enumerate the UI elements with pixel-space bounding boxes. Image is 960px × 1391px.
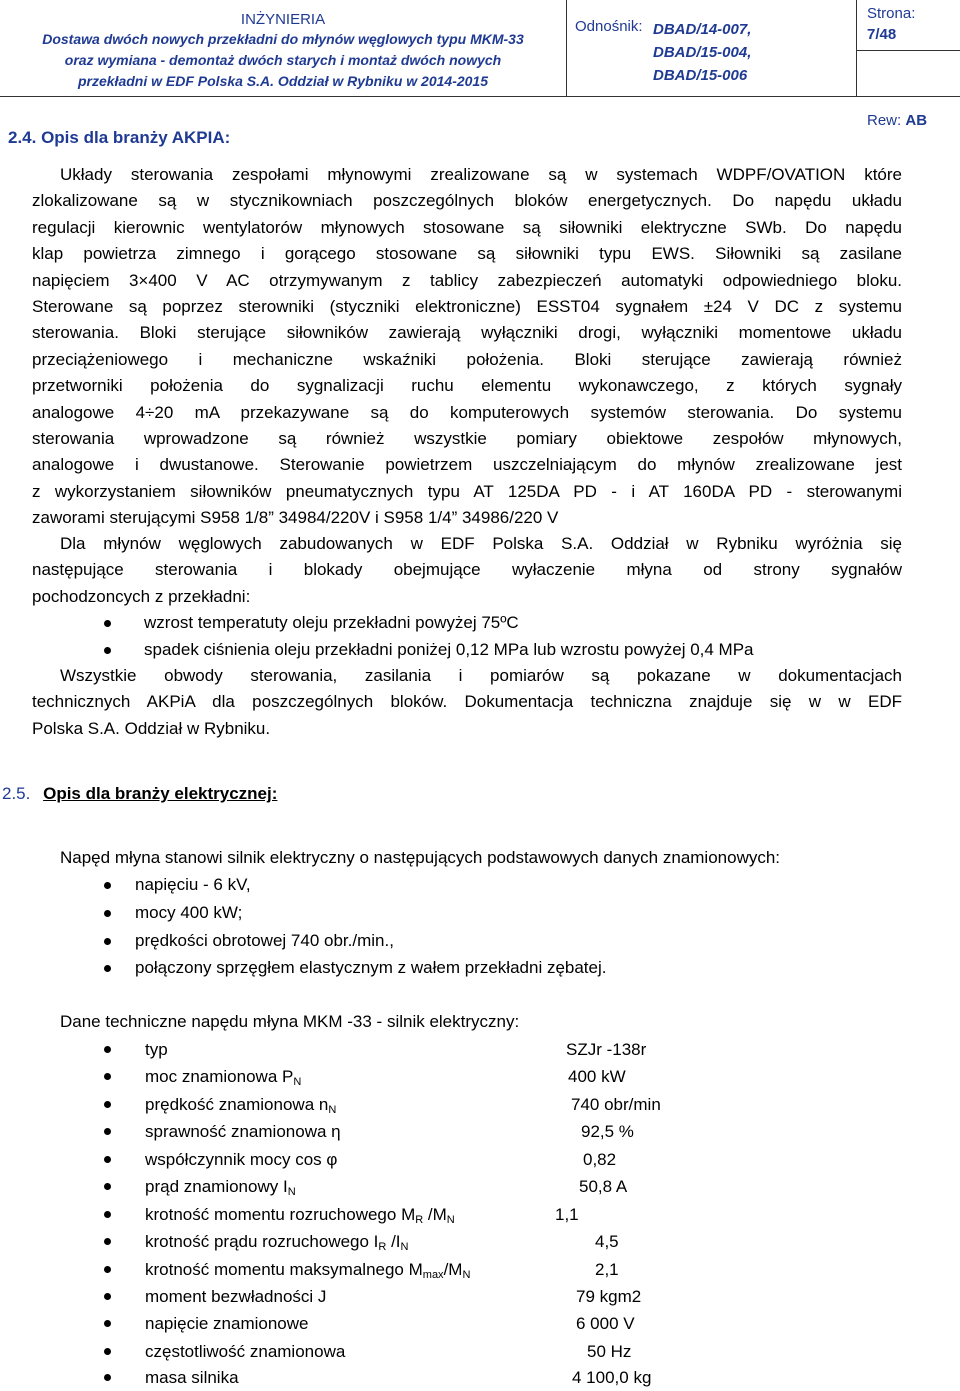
- bullet-icon: [104, 1238, 111, 1245]
- header-title-line-1: Dostawa dwóch nowych przekładni do młynów węglowych typu MKM-33: [42, 31, 524, 47]
- text-line: napięciem 3×400 V AC otrzymywanym z tablicy zabezpieczeń automatyki odpowiedniego bloku.: [32, 270, 902, 290]
- page-label: Strona:: [867, 5, 916, 22]
- page-header: [0, 0, 960, 129]
- bullet-icon: [104, 1156, 111, 1163]
- akpia-paragraph-2: [32, 531, 902, 610]
- text-line: zaworami sterującymi S958 1/8” 34984/220V i S958 1/4” 34986/220 V: [32, 508, 559, 528]
- reference-label: Odnośnik:: [575, 18, 643, 35]
- header-reference-cell: [566, 0, 856, 96]
- text-line: pochodzoncych z przekładni:: [32, 586, 251, 606]
- bullet-icon: [104, 1348, 111, 1355]
- text-line: regulacji kierownic wentylatorów młynowych stosowane są siłowniki elektryczne SWb. Do napędu: [32, 217, 902, 237]
- spec-value: 400 kW: [568, 1067, 626, 1086]
- spec-label: współczynnik mocy cos φ: [145, 1150, 338, 1169]
- bullet-icon: [104, 647, 111, 654]
- spec-label: napięcie znamionowe: [145, 1314, 309, 1333]
- spec-value: 92,5 %: [581, 1122, 634, 1141]
- spec-value: SZJr -138r: [566, 1040, 647, 1059]
- spec-value: 0,82: [583, 1150, 617, 1169]
- spec-value: 2,1: [595, 1260, 619, 1279]
- bullet-icon: [104, 1073, 111, 1080]
- spec-label: typ: [145, 1040, 168, 1059]
- bullet-icon: [104, 1266, 111, 1273]
- text-line: Układy sterowania zespołami młynowymi zrealizowane są w systemach WDPF/OVATION które: [60, 165, 902, 184]
- spec-label: masa silnika: [145, 1368, 239, 1387]
- text-line: przeciążeniowego i mechaniczne wskaźniki położenia. Bloki sterujące zawierają również: [32, 349, 902, 369]
- bullet-icon: [104, 1046, 111, 1053]
- spec-label: moc znamionowa $P_N$: [145, 1067, 302, 1088]
- header-title-line-3: przekładni w EDF Polska S.A. Oddział w Rybniku w 2014-2015: [77, 73, 489, 89]
- bullet-icon: [104, 1183, 111, 1190]
- spec-value: 79 kgm2: [576, 1287, 642, 1306]
- text-line: Wszystkie obwody sterowania, zasilania i pomiarów są pokazane w dokumentacjach: [60, 666, 902, 685]
- bullet-icon: [104, 882, 111, 889]
- spec-label: prędkość znamionowa $n_N$: [145, 1095, 337, 1116]
- header-page-cell: [856, 0, 960, 129]
- spec-value: 50 Hz: [587, 1342, 632, 1361]
- spec-value: 4 100,0 kg: [572, 1368, 652, 1387]
- spec-intro: Dane techniczne napędu młyna MKM -33 - silnik elektryczny:: [60, 1012, 520, 1031]
- bullet-icon: [104, 1101, 111, 1108]
- spec-label: krotność momentu rozruchowego $M_R$ $/M_N$: [145, 1205, 455, 1226]
- bullet-icon: [104, 620, 111, 627]
- spec-label: prąd znamionowy $I_N$: [145, 1177, 296, 1198]
- bullet-icon: [104, 1211, 111, 1218]
- spec-label: krotność momentu maksymalnego $M_{max}/M_N$: [145, 1260, 471, 1281]
- text-line: analogowe 4÷20 mA przekazywane są do komputerowych systemów sterowania. Do systemu: [32, 402, 902, 422]
- bullet-icon: [104, 1320, 111, 1327]
- text-line: sterowania. Bloki sterujące siłowników zawierają wyłączniki drogi, wyłączniki momentowe układu: [32, 323, 902, 343]
- section-title-akpia: 2.4. Opis dla branży AKPIA:: [8, 128, 231, 147]
- text-line: Polska S.A. Oddział w Rybniku.: [32, 718, 271, 738]
- page-number-box: [857, 0, 960, 51]
- text-line: klap powietrza zimnego i gorącego stosowane są siłowniki typu EWS. Siłowniki są zasilane: [32, 244, 902, 264]
- spec-value: 6 000 V: [576, 1314, 635, 1333]
- reference-item: DBAD/15-004,: [653, 44, 752, 61]
- spec-label: sprawność znamionowa η: [145, 1122, 341, 1141]
- revision: [867, 112, 927, 129]
- header-title-line-2: oraz wymiana - demontaż dwóch starych i montaż dwóch nowych: [64, 52, 502, 68]
- revision-label: Rew:: [867, 112, 902, 129]
- text-line: z wykorzystaniem siłowników pneumatycznych typu AT 125DA PD - i AT 160DA PD - sterowanymi: [32, 481, 902, 501]
- reference-list: [653, 18, 751, 87]
- text-line: sterowania wprowadzone są również wszystkie pomiary obiektowe zespołów młynowych,: [32, 428, 902, 448]
- text-line: następujące sterowania i blokady obejmujące wyłaczenie młyna od strony sygnałów: [32, 560, 902, 580]
- akpia-paragraph-1: [32, 162, 902, 531]
- spec-value: 1,1: [555, 1205, 579, 1224]
- text-line: Dla młynów węglowych zabudowanych w EDF Polska S.A. Oddział w Rybniku wyróżnia się: [60, 534, 902, 553]
- spec-value: 740 obr/min: [571, 1095, 661, 1114]
- reference-item: DBAD/15-006: [653, 67, 748, 84]
- header-title-cell: [0, 0, 566, 96]
- spec-label: moment bezwładności J: [145, 1287, 327, 1306]
- text-line: zlokalizowane są w stycznikowniach poszczególnych bloków energetycznych. Do napędu układu: [32, 191, 902, 211]
- bullet-icon: [104, 1374, 111, 1381]
- spec-value: 50,8 A: [579, 1177, 628, 1196]
- page-number: 7/48: [867, 26, 897, 43]
- text-line: przetworniki położenia do sygnalizacji ruchu elementu wykonawczego, z których sygnały: [32, 376, 902, 396]
- text-line: technicznych AKPiA dla poszczególnych bloków. Dokumentacja techniczna znajduje się w w EDF: [32, 692, 902, 712]
- electrical-intro: Napęd młyna stanowi silnik elektryczny o następujących podstawowych danych znamionowych:: [60, 848, 781, 867]
- reference-item: DBAD/14-007,: [653, 21, 752, 38]
- text-line: analogowe i dwustanowe. Sterowanie powietrzem uszczelniającym do młynów zrealizowane jest: [32, 455, 902, 475]
- revision-box: [857, 50, 960, 129]
- spec-label: krotność prądu rozruchowego $I_R$ $/I_N$: [145, 1232, 409, 1253]
- text-line: Sterowane są poprzez sterowniki (styczniki elektroniczne) ESST04 sygnałem ±24 V DC z systemu: [32, 296, 902, 316]
- spec-value: 4,5: [595, 1232, 619, 1251]
- bullet-icon: [104, 1128, 111, 1135]
- spec-label: częstotliwość znamionowa: [145, 1342, 346, 1361]
- section-title-electrical: 2.5. Opis dla branży elektrycznej:: [2, 784, 278, 803]
- bullet-icon: [104, 938, 111, 945]
- header-kicker: INŻYNIERIA: [240, 11, 326, 28]
- akpia-paragraph-3: [32, 663, 902, 742]
- bullet-icon: [104, 1293, 111, 1300]
- bullet-icon: [104, 965, 111, 972]
- bullet-icon: [104, 910, 111, 917]
- revision-value: AB: [905, 112, 928, 129]
